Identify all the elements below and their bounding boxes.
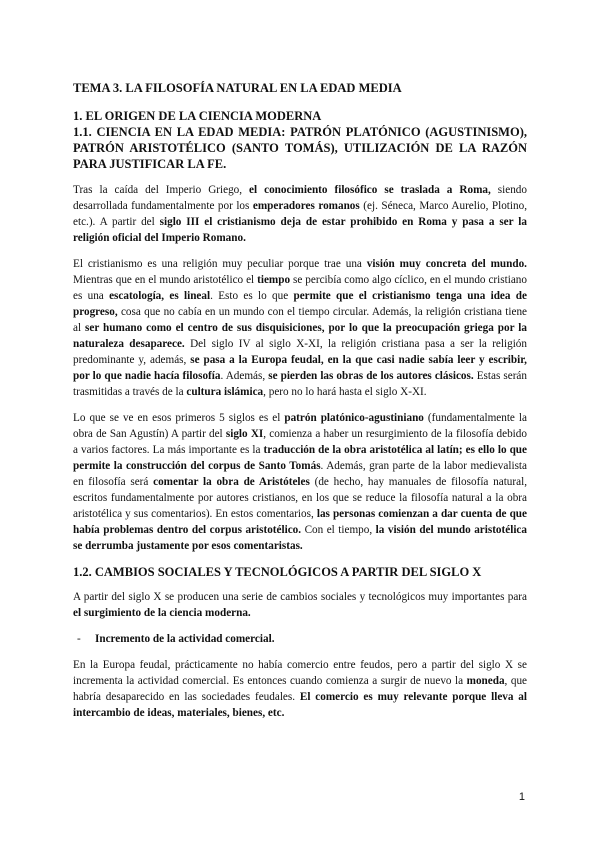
section-heading-1: 1. EL ORIGEN DE LA CIENCIA MODERNA — [73, 109, 322, 123]
document-title: TEMA 3. LA FILOSOFÍA NATURAL EN LA EDAD MEDIA — [73, 81, 402, 95]
subsection-heading-1-2: 1.2. CAMBIOS SOCIALES Y TECNOLÓGICOS A PARTIR DEL SIGLO X — [73, 565, 482, 579]
bullet-text: Incremento de la actividad comercial. — [95, 633, 275, 645]
paragraph-1: Tras la caída del Imperio Griego, el conocimiento filosófico se traslada a Roma, siendo desarrollada fundamentalmente por los emperadores romanos (ej. Séneca, Marco Aurelio, Plotino, etc.). A partir del siglo III el cristianismo deja de estar prohibido en Roma y pasa a ser la religión oficial del Imperio Romano. — [73, 184, 528, 244]
paragraph-2: El cristianismo es una religión muy peculiar porque trae una visión muy concreta del mundo. Mientras que en el mundo aristotélico el tiempo se percibía como algo cíclico, en el mundo cristiano es una escatología, es lineal. Esto es lo que permite que el cristianismo tenga una idea de progreso, cosa que no cabía en un mundo con el tiempo circular. Además, la religión cristiana tiene al ser humano como el centro de sus disquisiciones, por lo que la preocupación griega por la naturaleza desaparece. Del siglo IV al siglo X-XI, la religión cristiana pasa a ser la religión predominante y, además, se pasa a la Europa feudal, en la que casi nadie sabía leer y escribir, por lo que nadie hacía filosofía. Además, se pierden las obras de los autores clásicos. Estas serán trasmitidas a través de la cultura islámica, pero no lo hará hasta el siglo X-XI. — [73, 258, 527, 398]
bullet-dash: - — [77, 633, 81, 645]
bullet-item — [73, 631, 527, 647]
subsection-heading-1-1: 1.1. CIENCIA EN LA EDAD MEDIA: PATRÓN PLATÓNICO (AGUSTINISMO), PATRÓN ARISTOTÉLICO (SANTO TOMÁS), UTILIZACIÓN DE LA RAZÓN PARA JUSTIFICAR LA FE. — [73, 125, 527, 171]
paragraph-4: A partir del siglo X se producen una serie de cambios sociales y tecnológicos muy importantes para el surgimiento de la ciencia moderna. — [73, 591, 527, 619]
paragraph-3: Lo que se ve en esos primeros 5 siglos es el patrón platónico-agustiniano (fundamentalmente la obra de San Agustín) A partir del siglo XI, comienza a haber un resurgimiento de la filosofía debido a varios factores. La más importante es la traducción de la obra aristotélica al latín; es ello lo que permite la construcción del corpus de Santo Tomás. Además, gran parte de la labor medievalista en filosofía será comentar la obra de Aristóteles (de hecho, hay manuales de filosofía natural, escritos fundamentalmente por autores cristianos, en los que se reduce la filosofía natural a la obra aristotélica y sus comentarios). En estos comentarios, las personas comienzan a dar cuenta de que había problemas dentro del corpus aristotélico. Con el tiempo, la visión del mundo aristotélica se derrumba justamente por esos comentaristas. — [73, 412, 527, 552]
paragraph-5: En la Europa feudal, prácticamente no había comercio entre feudos, pero a partir del siglo X se incrementa la actividad comercial. Es entonces cuando comienza a surgir de nuevo la moneda, que habría desaparecido en las sociedades feudales. El comercio es muy relevante porque lleva al intercambio de ideas, materiales, bienes, etc. — [73, 659, 528, 719]
document-page — [73, 80, 527, 731]
page-number: 1 — [518, 791, 525, 803]
